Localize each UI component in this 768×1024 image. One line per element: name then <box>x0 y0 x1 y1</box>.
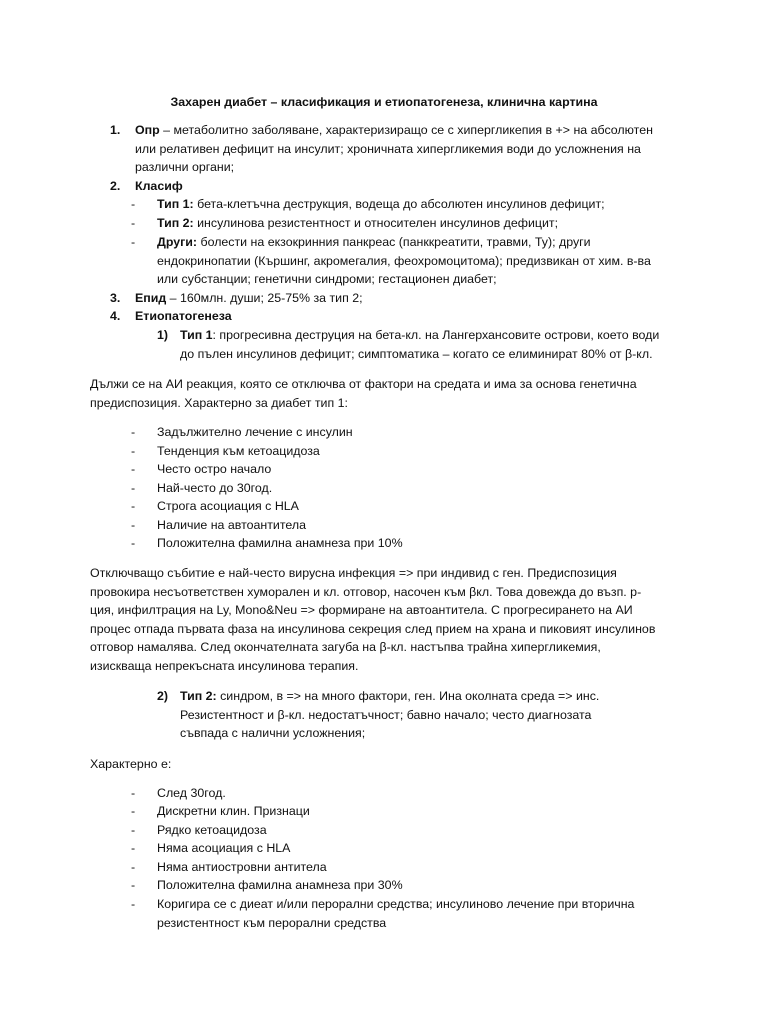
dash-bullet: - <box>131 804 136 818</box>
list-item <box>131 802 676 821</box>
item-body <box>135 121 670 177</box>
list-item-epidemiology <box>110 289 670 308</box>
list-item <box>131 479 676 498</box>
list-item-text: Рядко кетоацидоза <box>157 823 267 837</box>
list-item <box>131 497 676 516</box>
classif-body <box>157 214 676 233</box>
classif-term: Тип 1: <box>157 197 194 211</box>
list-item-text: Най-често до 30год. <box>157 481 273 495</box>
dash-bullet: - <box>131 878 136 892</box>
list-item-text: Няма асоциация с HLA <box>157 841 291 855</box>
classif-term: Други: <box>157 235 198 249</box>
list-item <box>131 516 676 535</box>
item-term: Опр <box>135 123 160 137</box>
dash-bullet: - <box>131 197 136 211</box>
list-item <box>131 895 651 932</box>
paragraph-characteristic: Характерно е: <box>90 757 172 771</box>
list-item-text: Дискретни клин. Признаци <box>157 804 310 818</box>
dash-bullet: - <box>131 481 136 495</box>
dash-bullet: - <box>131 536 136 550</box>
list-item <box>131 423 676 442</box>
sub-number: 1) <box>157 328 169 342</box>
classif-item <box>131 233 651 289</box>
sub-text: : прогресивна деструция на бета-кл. на Лангерхансовите острови, което води до пълен инсулинов дефицит; симптоматика – когато се елиминират 80% от β-кл. <box>180 328 660 361</box>
classif-text: болести на екзокринния панкреас (панккреатити, травми, Ту); други ендокринопатии (Кършинг, акромегалия, феохромоцитома); предизвикан от хим. в-ва или субстанции; генетични синдроми; гестационен диабет; <box>157 235 651 286</box>
dash-bullet: - <box>131 425 136 439</box>
item-number: 3. <box>110 291 121 305</box>
item-number: 4. <box>110 309 121 323</box>
item-term: Класиф <box>135 179 183 193</box>
list-item <box>131 821 676 840</box>
sub-item-type2 <box>157 687 612 743</box>
list-item-text: Тенденция към кетоацидоза <box>157 444 320 458</box>
item-body <box>135 177 670 196</box>
sub-body <box>180 326 672 363</box>
sub-item-type1 <box>157 326 672 363</box>
classif-text: инсулинова резистентност и относителен инсулинов дефицит; <box>193 216 559 230</box>
classif-body <box>157 195 676 214</box>
classif-item <box>131 214 676 233</box>
dash-bullet: - <box>131 462 136 476</box>
item-term: Епид <box>135 291 167 305</box>
list-item-text: След 30год. <box>157 786 226 800</box>
document-title: Захарен диабет – класификация и етиопатогенеза, клинична картина <box>170 95 598 109</box>
list-item-text: Коригира се с диеат и/или перорални средства; инсулиново лечение при вторична резистентност към перорални средства <box>157 897 635 930</box>
list-item-text: Често остро начало <box>157 462 272 476</box>
paragraph-trigger: Отключващо събитие е най-често вирусна инфекция => при индивид с ген. Предиспозиция провокира несъответствен хуморален и кл. отговор, насочен към βкл. Това довежда до възп. р-ция, инфилтрация на Ly, Mono&Neu => формиране на автоантитела. С прогресирането на АИ процес отпада първата фаза на инсулинова секреция след прием на храна и пиковият инсулинов отговор намалява. След окончателната загуба на β-кл. настъпва трайна хипергликемия, изискваща непрекъсната инсулинова терапия. <box>90 566 656 673</box>
item-number: 2. <box>110 179 121 193</box>
sub-text: синдром, в => на много фактори, ген. Ина околната среда => инс. Резистентност и β-кл. недостатъчност; бавно начало; често диагнозата съвпада с налични усложнения; <box>180 689 600 740</box>
item-term: Етиопатогенеза <box>135 309 232 323</box>
item-body <box>135 307 670 326</box>
classif-item <box>131 195 676 214</box>
list-item-etiopathogenesis <box>110 307 670 326</box>
item-number: 1. <box>110 123 121 137</box>
dash-bullet: - <box>131 786 136 800</box>
sub-number: 2) <box>157 689 169 703</box>
list-item <box>131 839 676 858</box>
list-item <box>131 784 676 803</box>
sub-body <box>180 687 612 743</box>
classif-text: бета-клетъчна деструкция, водеща до абсолютен инсулинов дефицит; <box>193 197 605 211</box>
dash-bullet: - <box>131 823 136 837</box>
sub-term: Тип 1 <box>180 328 213 342</box>
sub-term: Тип 2: <box>180 689 217 703</box>
item-text: – метаболитно заболяване, характеризиращо се с хипергликепия в +> на абсолютен или релативен дефицит на инсулит; хроничната хипергликемия води до усложнения на различни органи; <box>135 123 653 174</box>
list-item-text: Наличие на автоантитела <box>157 518 306 532</box>
list-item <box>131 460 676 479</box>
list-item <box>131 876 676 895</box>
paragraph-autoimmune: Дължи се на АИ реакция, която се отключва от фактори на средата и има за основа генетична предиспозиция. Характерно за диабет тип 1: <box>90 377 637 410</box>
dash-bullet: - <box>131 216 136 230</box>
dash-bullet: - <box>131 897 136 911</box>
list-item-classification <box>110 177 670 196</box>
item-body <box>135 289 670 308</box>
list-item-text: Няма антиостровни антитела <box>157 860 327 874</box>
classif-body <box>157 233 651 289</box>
list-item <box>131 442 676 461</box>
list-item-text: Строга асоциация с HLA <box>157 499 299 513</box>
list-item <box>131 858 676 877</box>
list-item-text: Положителна фамилна анамнеза при 10% <box>157 536 403 550</box>
dash-bullet: - <box>131 860 136 874</box>
list-item-text: Положителна фамилна анамнеза при 30% <box>157 878 403 892</box>
list-item-definition <box>110 121 670 177</box>
dash-bullet: - <box>131 518 136 532</box>
dash-bullet: - <box>131 499 136 513</box>
item-text: – 160млн. души; 25-75% за тип 2; <box>166 291 363 305</box>
list-item-text: Задължително лечение с инсулин <box>157 425 353 439</box>
classif-term: Тип 2: <box>157 216 194 230</box>
dash-bullet: - <box>131 235 136 249</box>
list-item <box>131 534 676 553</box>
dash-bullet: - <box>131 841 136 855</box>
dash-bullet: - <box>131 444 136 458</box>
